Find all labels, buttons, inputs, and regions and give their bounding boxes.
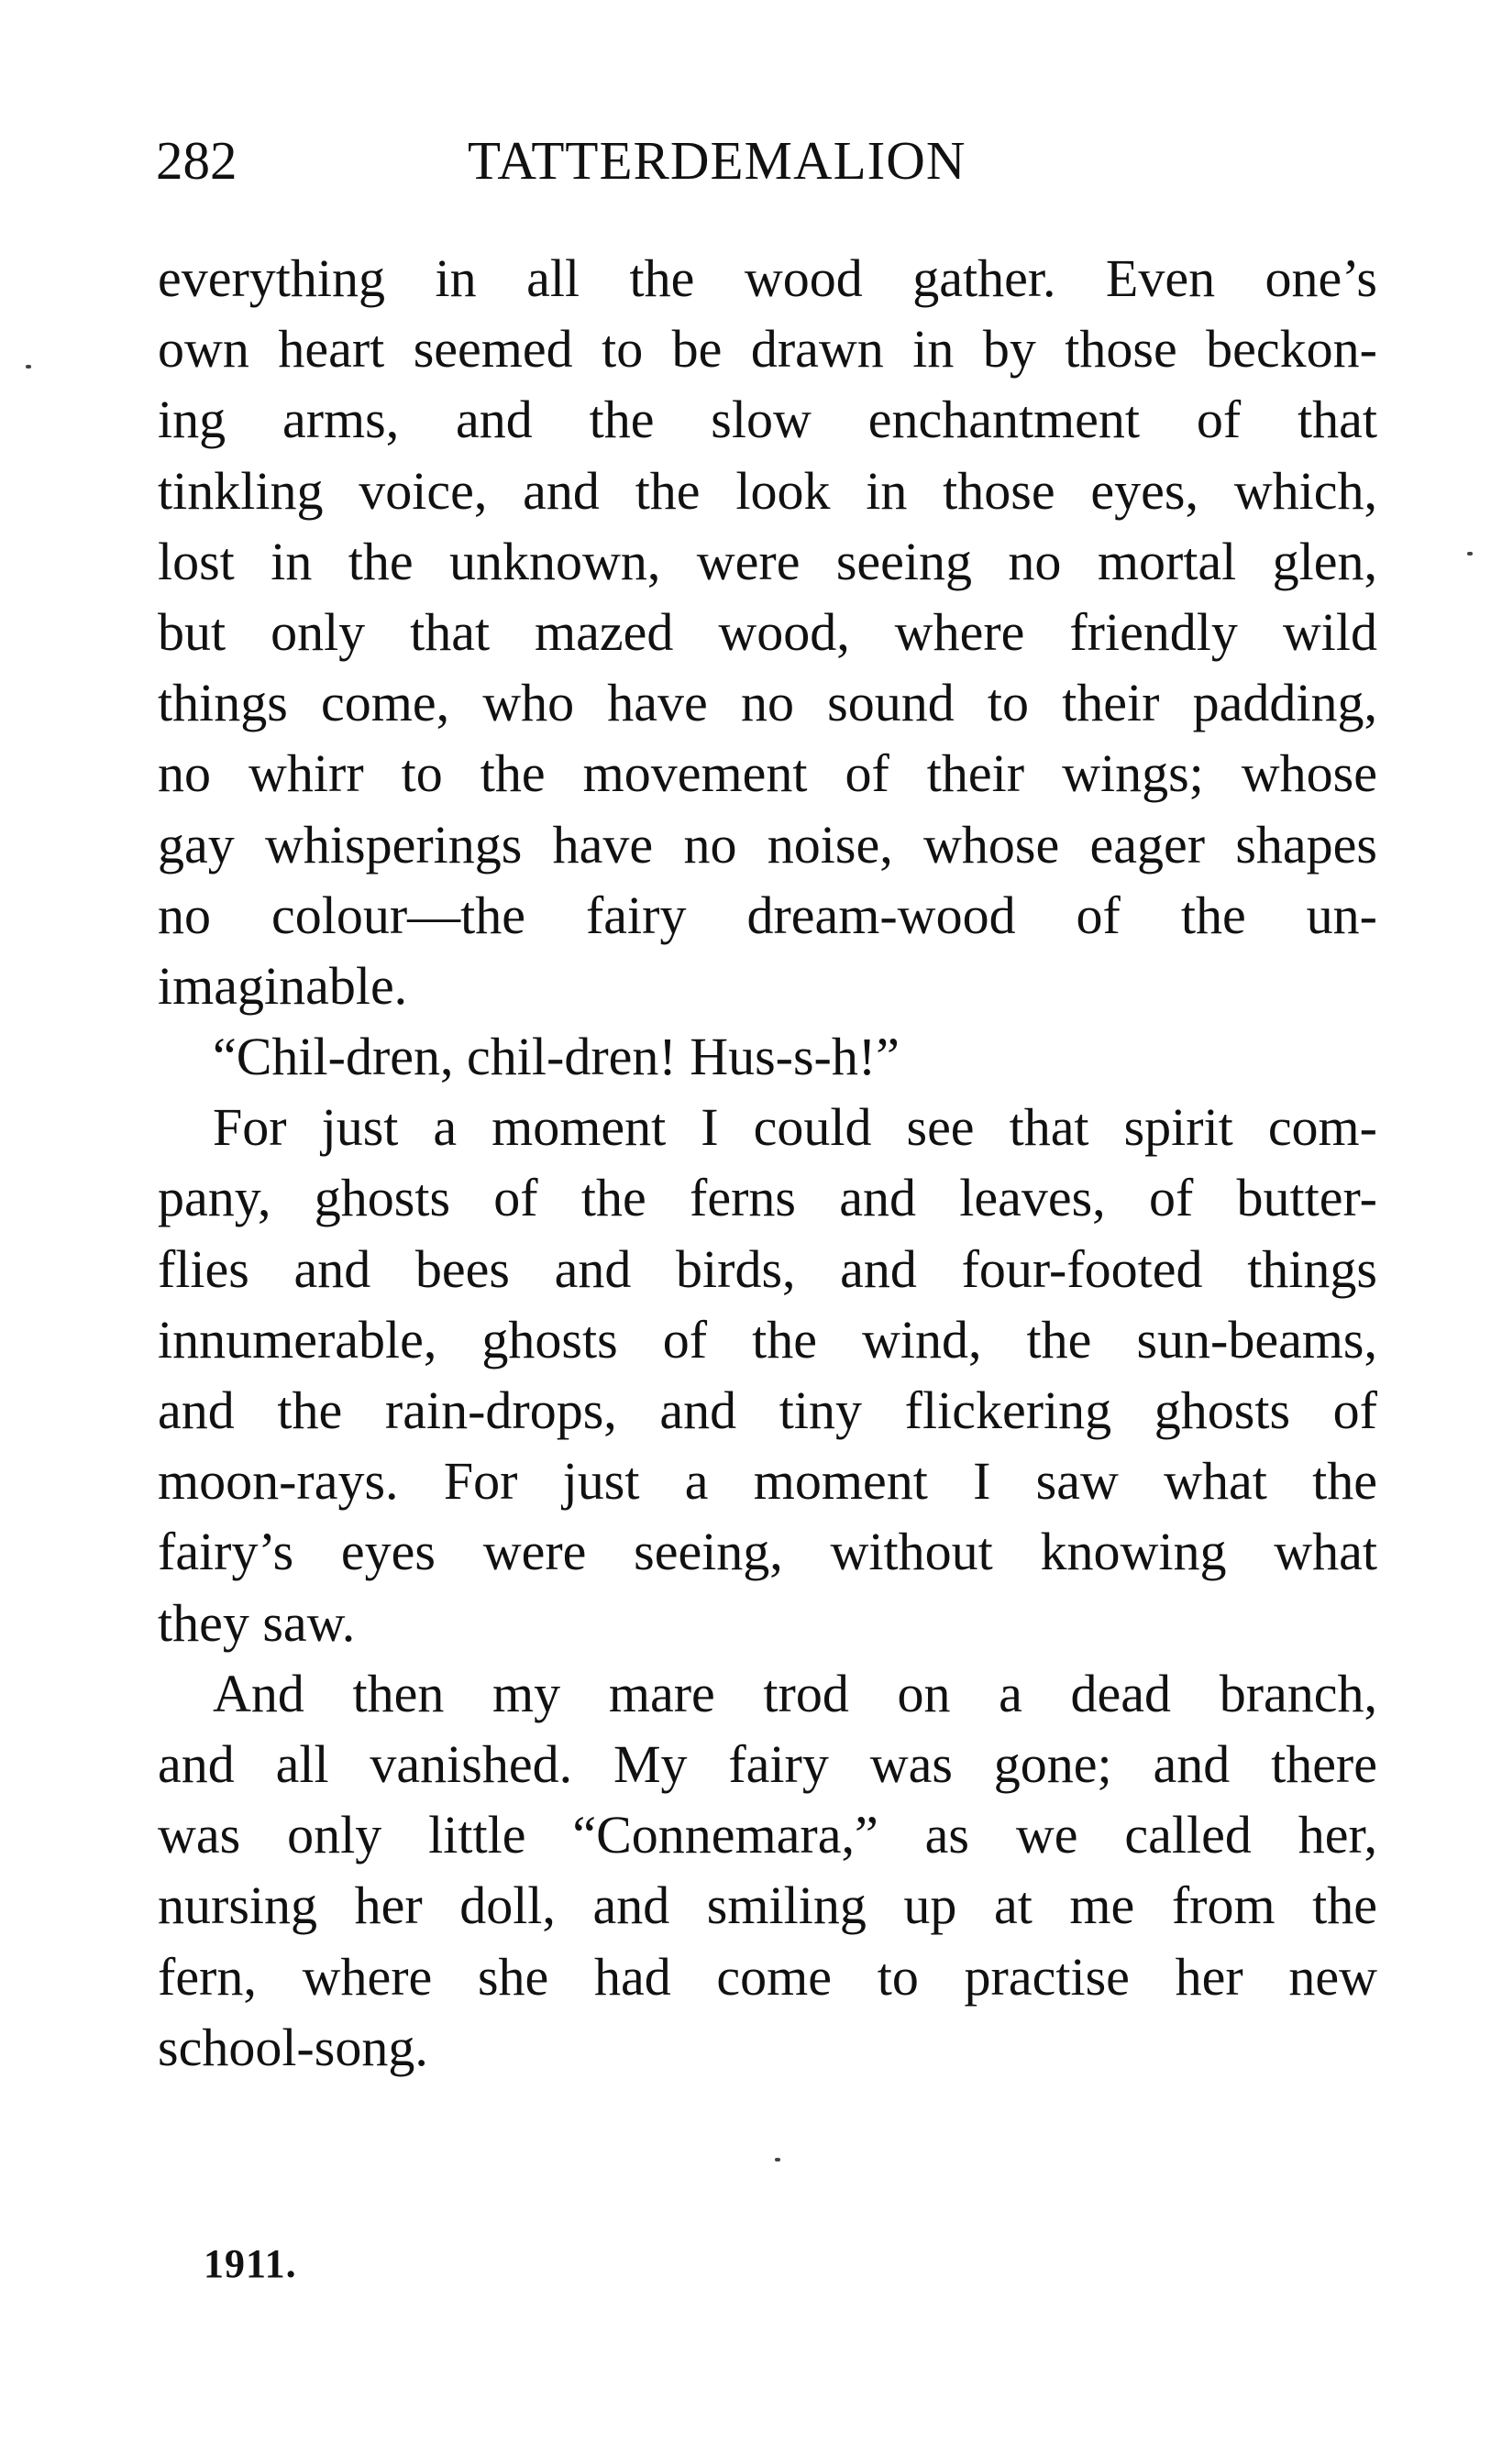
scan-speck: [26, 365, 31, 368]
text-line: For just a moment I could see that spirit com-: [213, 1097, 1377, 1158]
text-line: was only little “Connemara,” as we called her,: [158, 1805, 1377, 1865]
text-line: nursing her doll, and smiling up at me from the: [158, 1876, 1377, 1936]
page-number: 282: [156, 130, 237, 191]
text-line: ing arms, and the slow enchantment of that: [158, 390, 1377, 450]
text-line: tinkling voice, and the look in those eyes, which,: [158, 460, 1377, 521]
dialogue-line: “Chil-dren, chil-dren! Hus-s-h!”: [213, 1027, 900, 1087]
text-line: innumerable, ghosts of the wind, the sun-beams,: [158, 1309, 1377, 1370]
text-line: pany, ghosts of the ferns and leaves, of butter-: [158, 1168, 1377, 1228]
scan-speck: [1467, 552, 1473, 556]
body-text: [158, 243, 1377, 2083]
text-line: lost in the unknown, were seeing no mortal glen,: [158, 531, 1377, 591]
running-head: [156, 128, 1375, 192]
text-line: and the rain-drops, and tiny flickering ghosts of: [158, 1380, 1377, 1440]
text-line: And then my mare trod on a dead branch,: [213, 1663, 1377, 1723]
text-line: own heart seemed to be drawn in by those beckon-: [158, 319, 1377, 380]
text-line: fairy’s eyes were seeing, without knowing what: [158, 1522, 1377, 1582]
text-line: everything in all the wood gather. Even one’s: [158, 248, 1377, 308]
text-line: no whirr to the movement of their wings; whose: [158, 743, 1377, 804]
date-line: 1911.: [204, 2241, 297, 2286]
scan-speck: [775, 2158, 780, 2162]
text-line: imaginable.: [158, 955, 408, 1016]
text-line: they saw.: [158, 1592, 356, 1653]
text-line: but only that mazed wood, where friendly wild: [158, 601, 1377, 662]
text-line: moon-rays. For just a moment I saw what the: [158, 1451, 1377, 1512]
text-line: and all vanished. My fairy was gone; and there: [158, 1733, 1377, 1794]
text-line: gay whisperings have no noise, whose eager shapes: [158, 814, 1377, 874]
text-line: things come, who have no sound to their padding,: [158, 673, 1377, 733]
text-line: fern, where she had come to practise her new: [158, 1946, 1377, 2007]
text-line: no colour—the fairy dream-wood of the un-: [158, 885, 1377, 945]
running-title: TATTERDEMALION: [468, 130, 966, 191]
text-line: flies and bees and birds, and four-footed things: [158, 1238, 1377, 1299]
text-line: school-song.: [158, 2017, 428, 2077]
